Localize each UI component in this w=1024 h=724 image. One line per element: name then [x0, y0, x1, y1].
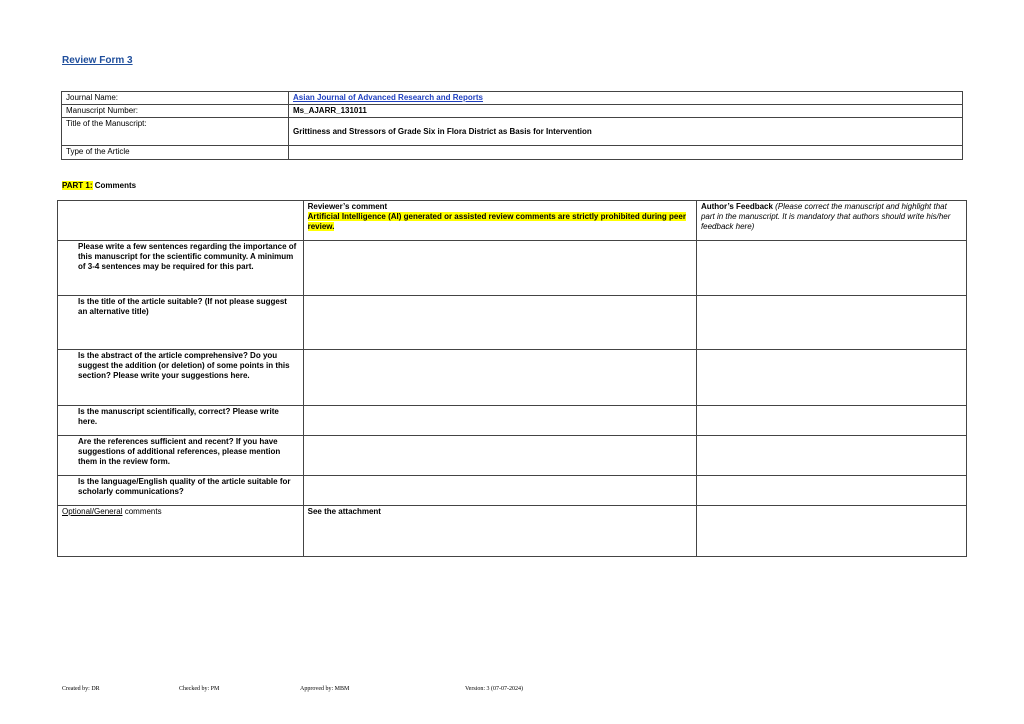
author-feedback-field[interactable]	[696, 296, 966, 350]
article-type-row	[62, 146, 963, 160]
manuscript-title-value: Grittiness and Stressors of Grade Six in Flora District as Basis for Intervention	[289, 118, 963, 146]
form-title: Review Form 3	[62, 55, 133, 66]
manuscript-number-row	[62, 105, 963, 118]
manuscript-title-label: Title of the Manuscript:	[62, 118, 289, 146]
comments-text: comments	[122, 507, 162, 516]
author-feedback-field[interactable]	[696, 436, 966, 476]
question-row	[58, 476, 967, 506]
question-importance: Please write a few sentences regarding the importance of this manuscript for the scientific community. A minimum of 3-4 sentences may be required for this part.	[58, 241, 304, 296]
header-blank-cell	[58, 201, 304, 241]
journal-row	[62, 92, 963, 105]
question-row	[58, 406, 967, 436]
reviewer-comment-field[interactable]	[303, 476, 696, 506]
author-feedback-header-cell	[696, 201, 966, 241]
question-scientific: Is the manuscript scientifically, correct? Please write here.	[58, 406, 304, 436]
ai-prohibition-notice: Artificial Intelligence (AI) generated or assisted review comments are strictly prohibited during peer review.	[307, 212, 686, 231]
reviewer-comment-field[interactable]	[303, 350, 696, 406]
manuscript-number-label: Manuscript Number:	[62, 105, 289, 118]
comments-table	[57, 200, 967, 557]
optional-general-text: Optional/General	[62, 507, 123, 516]
question-row	[58, 241, 967, 296]
comments-header-row	[58, 201, 967, 241]
journal-link[interactable]: Asian Journal of Advanced Research and Reports	[293, 93, 483, 102]
author-feedback-field[interactable]	[696, 241, 966, 296]
article-type-label: Type of the Article	[62, 146, 289, 160]
reviewer-comment-field[interactable]	[303, 296, 696, 350]
question-language: Is the language/English quality of the article suitable for scholarly communications?	[58, 476, 304, 506]
manuscript-info-table	[61, 91, 963, 160]
question-row	[58, 436, 967, 476]
question-abstract: Is the abstract of the article comprehensive? Do you suggest the addition (or deletion) of some points in this section? Please write your suggestions here.	[58, 350, 304, 406]
footer-approved: Approved by: MBM	[300, 686, 350, 692]
optional-comments-label	[58, 506, 304, 557]
reviewer-header-cell	[303, 201, 696, 241]
footer-created: Created by: DR	[62, 686, 100, 692]
footer-checked: Checked by: PM	[179, 686, 220, 692]
author-feedback-field[interactable]	[696, 406, 966, 436]
article-type-value[interactable]	[289, 146, 963, 160]
manuscript-title-row	[62, 118, 963, 146]
footer-version: Version: 3 (07-07-2024)	[465, 686, 523, 692]
author-feedback-heading: Author’s Feedback	[700, 202, 773, 211]
optional-author-feedback[interactable]	[696, 506, 966, 557]
question-title: Is the title of the article suitable? (If not please suggest an alternative title)	[58, 296, 304, 350]
reviewer-comment-field[interactable]	[303, 436, 696, 476]
reviewer-comment-field[interactable]	[303, 241, 696, 296]
question-row	[58, 296, 967, 350]
author-feedback-instructions: (Please correct the manuscript and highlight that part in the manuscript. It is mandatory that authors should write his/her feedback here)	[700, 202, 951, 231]
question-references: Are the references sufficient and recent? If you have suggestions of additional references, please mention them in the review form.	[58, 436, 304, 476]
manuscript-number-value: Ms_AJARR_131011	[289, 105, 963, 118]
part1-heading	[62, 181, 136, 190]
optional-reviewer-comment[interactable]: See the attachment	[303, 506, 696, 557]
question-row	[58, 350, 967, 406]
reviewer-comment-heading: Reviewer’s comment	[307, 202, 388, 211]
part1-prefix: PART 1:	[62, 181, 93, 190]
reviewer-comment-field[interactable]	[303, 406, 696, 436]
author-feedback-field[interactable]	[696, 476, 966, 506]
journal-label: Journal Name:	[62, 92, 289, 105]
part1-suffix: Comments	[92, 181, 137, 190]
optional-comments-row	[58, 506, 967, 557]
author-feedback-field[interactable]	[696, 350, 966, 406]
